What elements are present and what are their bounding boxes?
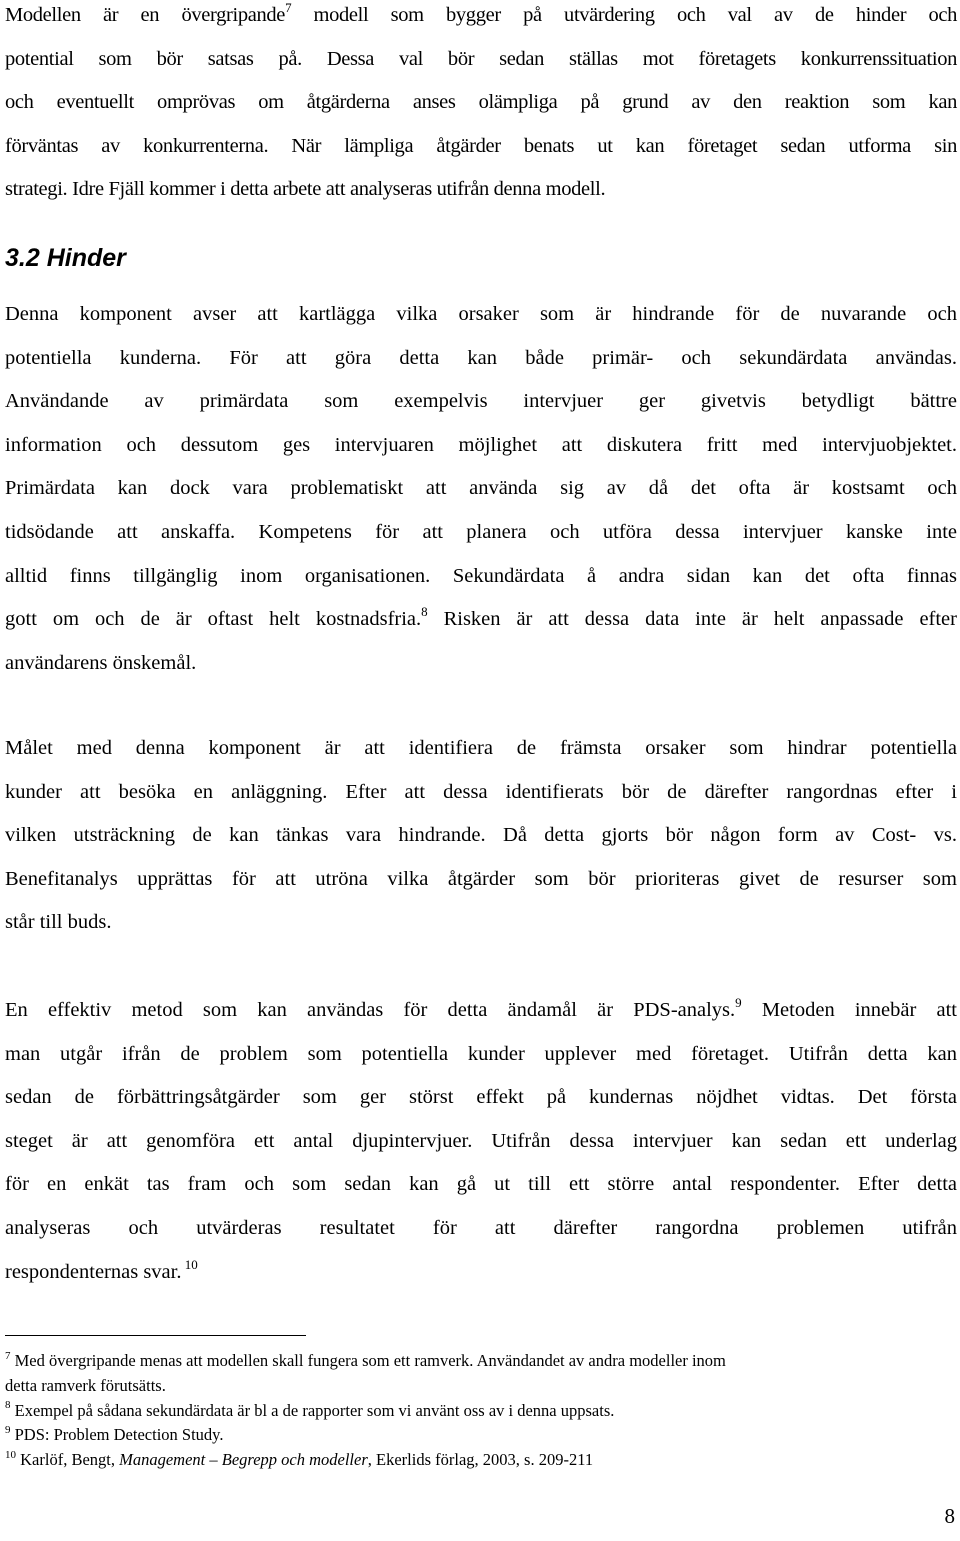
text-line: Målet med denna komponent är att identifiera de främsta orsaker som hindrar potentiella (5, 737, 957, 759)
text-line: alltid finns tillgänglig inom organisationen. Sekundärdata å andra sidan kan det ofta finnas (5, 564, 957, 587)
text-line: för en enkät tas fram och som sedan kan gå ut till ett större antal respondenter. Efter detta (5, 1173, 957, 1196)
section-heading: 3.2 Hinder (5, 244, 126, 272)
footnote-ref-9[interactable]: 9 (735, 995, 742, 1011)
text-line: och eventuellt omprövas om åtgärderna anses olämpliga på grund av den reaktion som kan (5, 91, 957, 114)
footnote-8: $^8$ Exempel på sådana sekundärdata är bl a de rapporter som vi använt oss av i denna uppsats. (5, 1399, 615, 1420)
paragraph-intro (5, 0, 957, 212)
text-line: Primärdata kan dock vara problematiskt att använda sig av då det ofta är kostsamt och (5, 477, 957, 500)
text-line: Denna komponent avser att kartlägga vilka orsaker som är hindrande för de nuvarande och (5, 303, 957, 325)
footnote-separator (5, 1335, 306, 1336)
page-number: 8 (944, 1504, 955, 1528)
text-line: tidsödande att anskaffa. Kompetens för att planera och utföra dessa intervjuer kanske inte (5, 520, 957, 543)
text-line: användarens önskemål. (5, 651, 197, 674)
text-line: kunder att besöka en anläggning. Efter att dessa identifierats bör de därefter rangordnas efter i (5, 780, 957, 803)
text-line: analyseras och utvärderas resultatet för att därefter rangordna problemen utifrån (5, 1216, 957, 1239)
text-line: Modellen är en övergripande$^7$ modell som bygger på utvärdering och val av de hinder och (5, 0, 958, 26)
paragraph-goal (5, 727, 957, 945)
text-line: En effektiv metod som kan användas för detta ändamål är PDS-analys.$^9$ Metoden innebär att (5, 995, 957, 1021)
text-line: strategi. Idre Fjäll kommer i detta arbete att analyseras utifrån denna modell. (5, 178, 606, 201)
text-line: potential som bör satsas på. Dessa val bör sedan ställas mot företagets konkurrenssituation (5, 47, 957, 70)
footnotes (5, 1349, 957, 1473)
text-line: Benefitanalys upprättas för att utröna vilka åtgärder som bör prioriteras givet de resurser som (5, 867, 957, 890)
footnote-ref-8[interactable]: 8 (421, 604, 428, 620)
footnote-ref-10[interactable]: 10 (181, 1256, 198, 1272)
footnote-7-cont: detta ramverk förutsätts. (5, 1375, 166, 1395)
text-line: vilken utsträckning de kan tänkas vara hindrande. Då detta gjorts bör någon form av Cost- vs. (5, 824, 957, 847)
text-line: steget är att genomföra ett antal djupintervjuer. Utifrån dessa intervjuer kan sedan ett underlag (5, 1129, 957, 1152)
text-line: står till buds. (5, 911, 112, 934)
text-line: potentiella kunderna. För att göra detta kan både primär- och sekundärdata användas. (5, 346, 957, 369)
text-line: respondenternas svar. $^{10}$ (5, 1256, 198, 1283)
footnote-ref-7[interactable]: 7 (285, 0, 292, 16)
text-line: Användande av primärdata som exempelvis intervjuer ger givetvis betydligt bättre (5, 390, 957, 413)
footnote-10: $^{10}$ Karlöf, Bengt, Management – Begrepp och modeller, Ekerlids förlag, 2003, s. 209-211 (5, 1448, 594, 1470)
paragraph-pds (5, 989, 957, 1294)
footnote-7: $^7$ Med övergripande menas att modellen skall fungera som ett ramverk. Användandet av andra modeller inom (5, 1349, 726, 1370)
text-line: gott om och de är oftast helt kostnadsfria.$^8$ Risken är att dessa data inte är helt anpassade efter (5, 604, 957, 631)
footnote-9: $^9$ PDS: Problem Detection Study. (5, 1423, 224, 1445)
text-line: förväntas av konkurrenterna. När lämpliga åtgärder benats ut kan företaget sedan utforma sin (5, 134, 957, 157)
paragraph-hinder (5, 293, 957, 685)
text-line: information och dessutom ges intervjuaren möjlighet att diskutera fritt med intervjuobjektet. (5, 433, 957, 456)
text-line: sedan de förbättringsåtgärder som ger störst effekt på kundernas nöjdhet vidtas. Det första (5, 1086, 957, 1109)
text-line: man utgår ifrån de problem som potentiella kunder upplever med företaget. Utifrån detta kan (5, 1042, 957, 1065)
